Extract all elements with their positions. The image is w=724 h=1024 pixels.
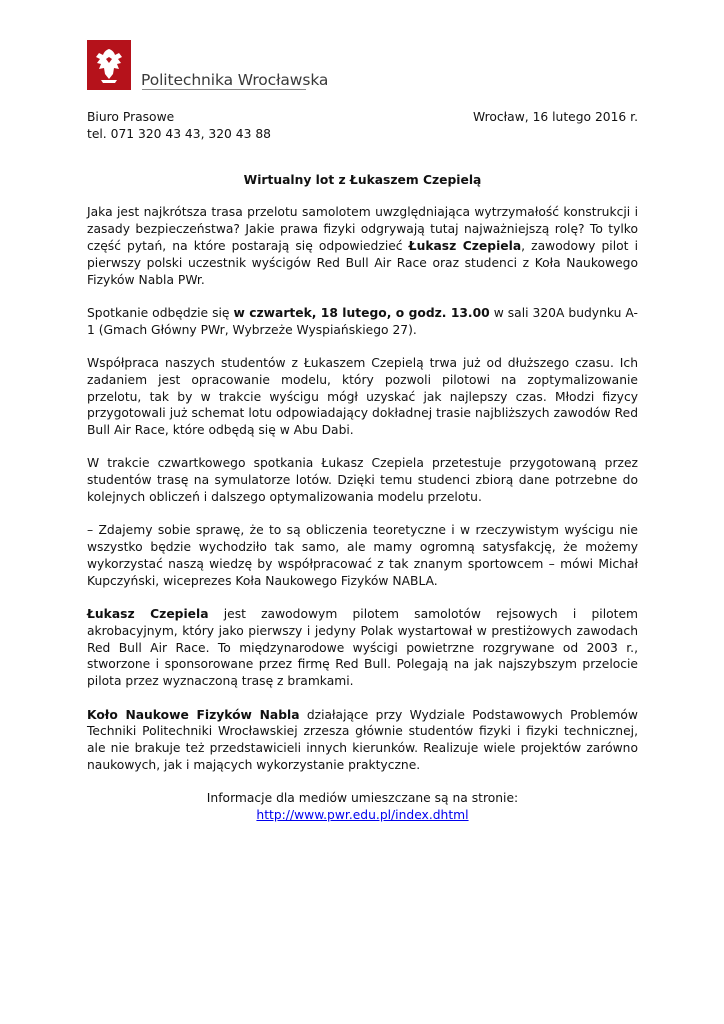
letter-header [87, 109, 638, 143]
place-date: Wrocław, 16 lutego 2016 r. [472, 110, 638, 124]
press-release-body [87, 109, 638, 824]
bold-name: Łukasz Czepiela [408, 238, 522, 253]
document-title: Wirtualny lot z Łukaszem Czepielą [243, 172, 482, 187]
media-link-wrap [87, 807, 638, 824]
office-phone: tel. 071 320 43 43, 320 43 88 [87, 126, 271, 141]
eagle-emblem-icon [87, 40, 131, 90]
media-info: Informacje dla mediów umieszczane są na stronie: [206, 791, 519, 806]
text-span: w sali 320A budynku A-1 (Gmach Główny PWr, Wybrzeże Wyspiańskiego 27). [87, 305, 638, 337]
text-span: jest zawodowym pilotem samolotów rejsowych i pilotem akrobacyjnym, który jako pierwszy i jedyny Polak wystartował w prestiżowych zawodach Red Bull Air Race. To międzynarodowe wyścigi powietrzne rozgrywane od 2003 r., stworzone i sponsorowane przez firmę Red Bull. Polegają na jak najszybszym przelocie pilota przez wyznaczoną trasę z bramkami. [87, 607, 638, 689]
bold-name: Łukasz Czepiela [87, 607, 209, 622]
paragraph-pilot-bio [87, 606, 638, 690]
text-span: działające przy Wydziale Podstawowych Problemów Techniki Politechniki Wrocławskiej zrzesza głównie studentów fizyki i fizyki technicznej, ale nie brakuje też przedstawicieli innych kierunków. Realizuje wiele projektów zarówno naukowych, jak i mających wykorzystanie praktyczne. [87, 707, 638, 772]
text-span: Spotkanie odbędzie się [87, 305, 234, 320]
bold-club-name: Koło Naukowe Fizyków Nabla [87, 707, 300, 722]
paragraph-intro [87, 204, 638, 288]
university-logo [87, 40, 328, 90]
sender-block [87, 109, 271, 143]
text-span: , zawodowy pilot i pierwszy polski uczestnik wyścigów Red Bull Air Race oraz studenci z Koła Naukowego Fizyków Nabla PWr. [87, 238, 638, 287]
logo-underline [142, 89, 306, 90]
paragraph-meeting [87, 305, 638, 339]
paragraph-quote: – Zdajemy sobie sprawę, że to są obliczenia teoretyczne i w rzeczywistym wyścigu nie wszystko będzie wychodziło tak samo, ale mamy ogromną satysfakcję, że możemy wykorzystać naszą wiedzę by współpracować z tak znanym sportowcem – mówi Michał Kupczyński, wiceprezes Koła Naukowego Fizyków NABLA. [87, 523, 638, 588]
paragraph-cooperation: Współpraca naszych studentów z Łukaszem Czepielą trwa już od dłuższego czasu. Ich zadaniem jest opracowanie modelu, który pozwoli pilotowi na zoptymalizowanie przelotu, tak by w trakcie wyścigu mógł uzyskać jak najlepszy czas. Młodzi fizycy przygotowali już schemat lotu odpowiadający dokładnej trasie najbliższych zawodów Red Bull Air Race, które odbędą się w Abu Dabi. [87, 355, 638, 438]
bold-date: w czwartek, 18 lutego, o godz. 13.00 [233, 305, 490, 320]
media-link[interactable]: http://www.pwr.edu.pl/index.dhtml [256, 808, 469, 822]
text-span: Jaka jest najkrótsza trasa przelotu samolotem uwzględniająca wytrzymałość konstrukcji i zasady bezpieczeństwa? Jakie prawa fizyki odgrywają tutaj najważniejszą rolę? To tylko część pytań, na które postarają się odpowiedzieć [87, 205, 638, 253]
university-name: Politechnika Wrocławska [141, 71, 329, 89]
paragraph-simulator: W trakcie czwartkowego spotkania Łukasz Czepiela przetestuje przygotowaną przez studentów trasę na symulatorze lotów. Dzięki temu studenci zbiorą dane potrzebne do kolejnych obliczeń i dalszego optymalizowania modelu przelotu. [87, 456, 638, 505]
office-name: Biuro Prasowe [87, 110, 175, 124]
paragraph-science-club [87, 707, 638, 774]
